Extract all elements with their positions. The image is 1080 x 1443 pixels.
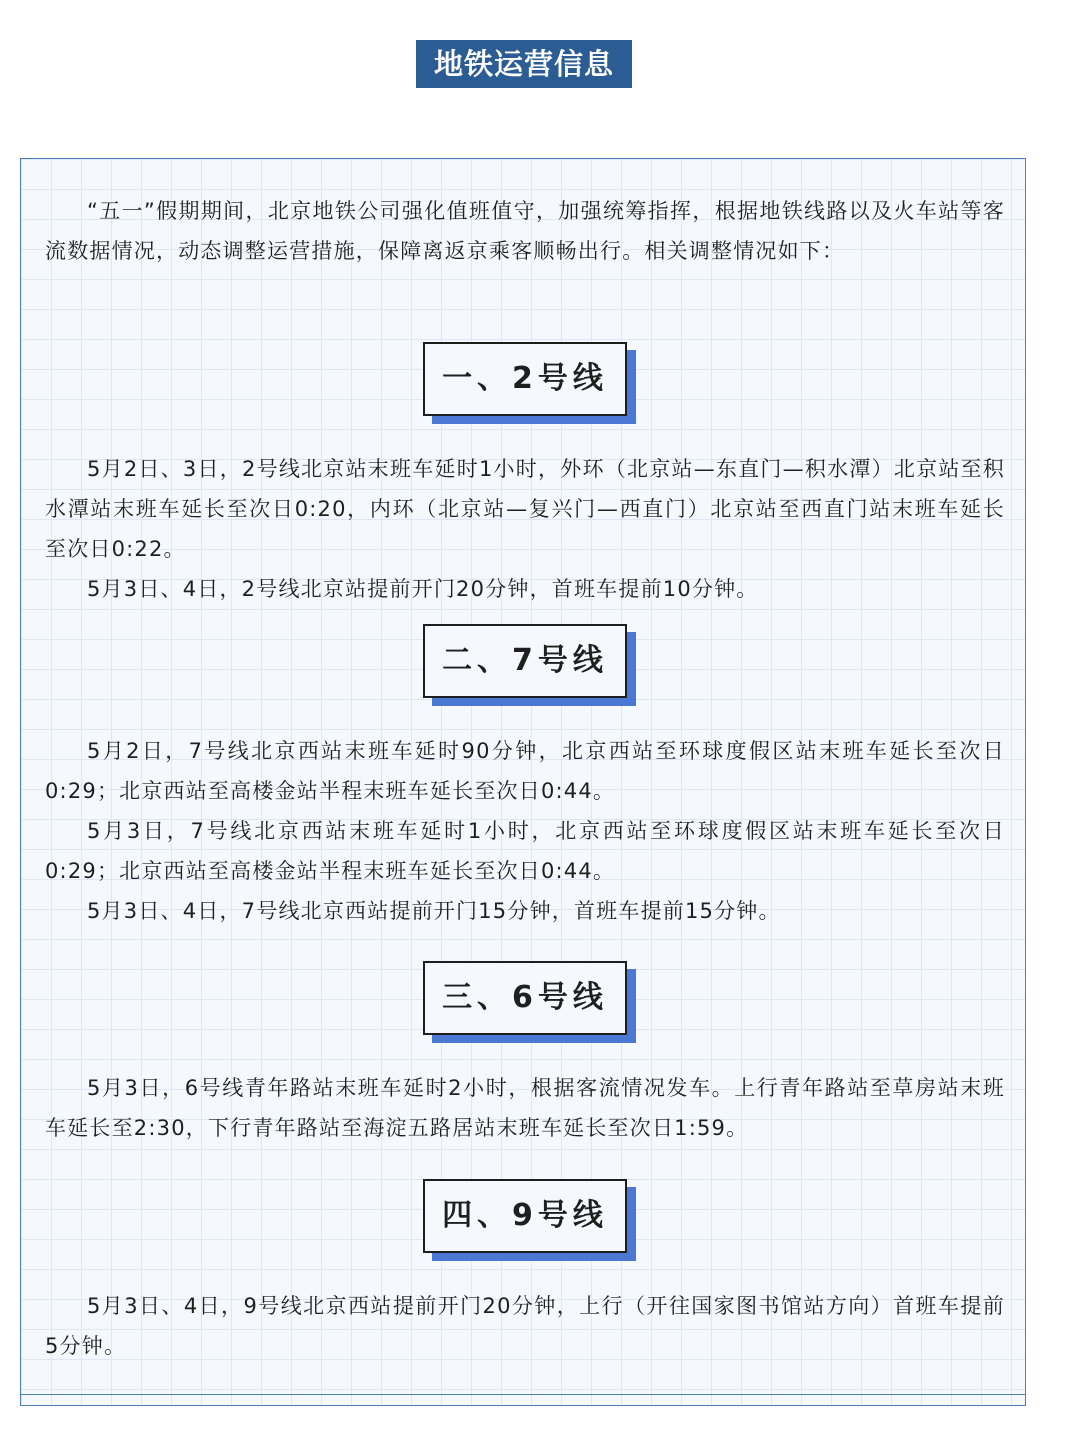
line-2-paragraph-1: 5月2日、3日，2号线北京站末班车延时1小时，外环（北京站—东直门—积水潭）北京站至积水潭站末班车延长至次日0:20，内环（北京站—复兴门—西直门）北京站至西直门站末班车延长至次日0:22。: [45, 457, 1005, 561]
intro-paragraph: “五一”假期期间，北京地铁公司强化值班值守，加强统筹指挥，根据地铁线路以及火车站等客流数据情况，动态调整运营措施，保障离返京乘客顺畅出行。相关调整情况如下：: [45, 199, 1005, 263]
page-title: 地铁运营信息: [416, 40, 632, 88]
section-heading-line-9: 四、9号线: [423, 1179, 627, 1253]
section-heading-line-2: 一、2号线: [423, 342, 627, 416]
panel-bottom-divider: [21, 1394, 1025, 1395]
line-2-paragraph-2: 5月3日、4日，2号线北京站提前开门20分钟，首班车提前10分钟。: [87, 577, 759, 601]
section-heading-line-7: 二、7号线: [423, 624, 627, 698]
content-panel: [20, 158, 1026, 1406]
line-7-paragraph-2: 5月3日，7号线北京西站末班车延时1小时，北京西站至环球度假区站末班车延长至次日0:29；北京西站至高楼金站半程末班车延长至次日0:44。: [45, 819, 1005, 883]
line-6-paragraph-1: 5月3日，6号线青年路站末班车延时2小时，根据客流情况发车。上行青年路站至草房站末班车延长至2:30，下行青年路站至海淀五路居站末班车延长至次日1:59。: [45, 1076, 1005, 1140]
line-7-paragraph-3: 5月3日、4日，7号线北京西站提前开门15分钟，首班车提前15分钟。: [87, 899, 781, 923]
section-heading-line-6: 三、6号线: [423, 961, 627, 1035]
line-9-paragraph-1: 5月3日、4日，9号线北京西站提前开门20分钟，上行（开往国家图书馆站方向）首班车提前5分钟。: [45, 1294, 1005, 1358]
line-7-paragraph-1: 5月2日，7号线北京西站末班车延时90分钟，北京西站至环球度假区站末班车延长至次日0:29；北京西站至高楼金站半程末班车延长至次日0:44。: [45, 739, 1005, 803]
